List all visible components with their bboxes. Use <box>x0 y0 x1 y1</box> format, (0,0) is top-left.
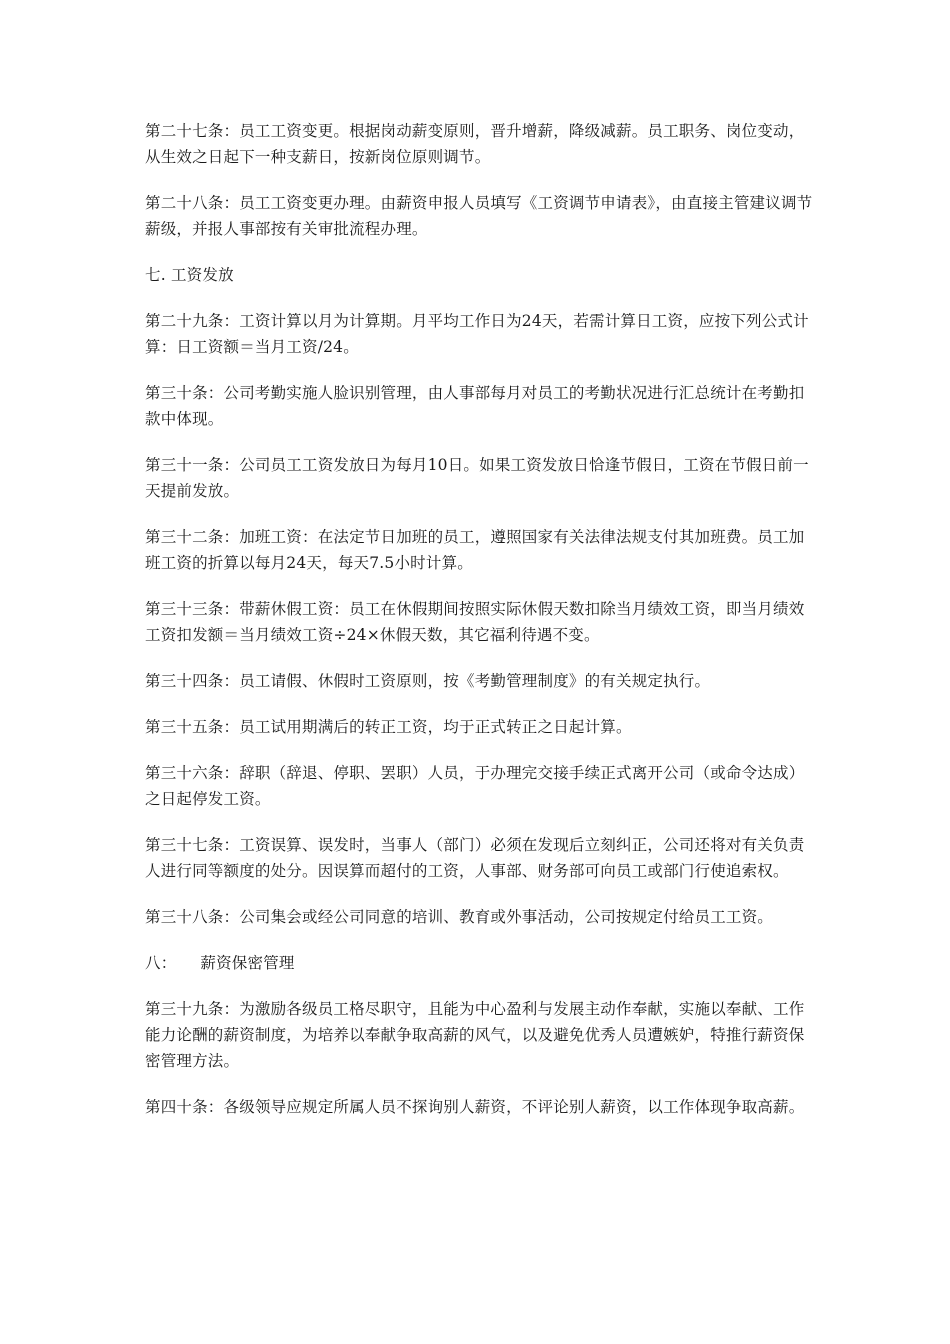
article-29: 第二十九条：工资计算以月为计算期。月平均工作日为24天，若需计算日工资，应按下列公式计算：日工资额＝当月工资/24。 <box>145 312 809 356</box>
article-31: 第三十一条：公司员工工资发放日为每月10日。如果工资发放日恰逢节假日，工资在节假日前一天提前发放。 <box>145 456 809 500</box>
article-27: 第二十七条：员工工资变更。根据岗动薪变原则，晋升增薪，降级减薪。员工职务、岗位变动，从生效之日起下一种支薪日，按新岗位原则调节。 <box>145 122 805 166</box>
document-page <box>145 118 815 1140</box>
section-title: 工资发放 <box>170 266 234 284</box>
section-number: 八： <box>145 954 177 972</box>
article-39: 第三十九条：为激励各级员工格尽职守，且能为中心盈利与发展主动作奉献，实施以奉献、工作能力论酬的薪资制度，为培养以奉献争取高薪的风气，以及避免优秀人员遭嫉妒，特推行薪资保密管理方法。 <box>145 1000 805 1070</box>
article-33: 第三十三条：带薪休假工资：员工在休假期间按照实际休假天数扣除当月绩效工资，即当月绩效工资扣发额＝当月绩效工资÷24×休假天数，其它福利待遇不变。 <box>145 600 805 644</box>
article-38: 第三十八条：公司集会或经公司同意的培训、教育或外事活动，公司按规定付给员工工资。 <box>145 908 774 926</box>
article-40: 第四十条：各级领导应规定所属人员不探询别人薪资，不评论别人薪资，以工作体现争取高薪。 <box>145 1098 805 1116</box>
article-34: 第三十四条：员工请假、休假时工资原则，按《考勤管理制度》的有关规定执行。 <box>145 672 711 690</box>
article-28: 第二十八条：员工工资变更办理。由薪资申报人员填写《工资调节申请表》，由直接主管建议调节薪级，并报人事部按有关审批流程办理。 <box>145 194 813 238</box>
article-32: 第三十二条：加班工资：在法定节日加班的员工，遵照国家有关法律法规支付其加班费。员工加班工资的折算以每月24天，每天7.5小时计算。 <box>145 528 805 572</box>
article-30: 第三十条：公司考勤实施人脸识别管理，由人事部每月对员工的考勤状况进行汇总统计在考勤扣款中体现。 <box>145 384 805 428</box>
section-heading-7 <box>145 262 815 288</box>
section-heading-8 <box>145 950 815 976</box>
article-36: 第三十六条：辞职（辞退、停职、罢职）人员，于办理完交接手续正式离开公司（或命令达成）之日起停发工资。 <box>145 764 805 808</box>
article-35: 第三十五条：员工试用期满后的转正工资，均于正式转正之日起计算。 <box>145 718 632 736</box>
section-number: 七. <box>145 266 166 284</box>
section-title: 薪资保密管理 <box>200 954 295 972</box>
article-37: 第三十七条：工资误算、误发时，当事人（部门）必须在发现后立刻纠正，公司还将对有关负责人进行同等额度的处分。因误算而超付的工资，人事部、财务部可向员工或部门行使追索权。 <box>145 836 805 880</box>
